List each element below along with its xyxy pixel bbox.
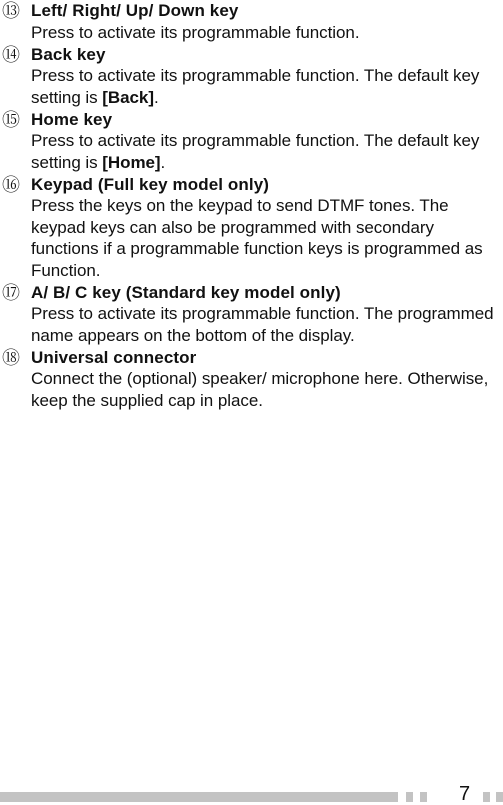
page-footer [0, 782, 503, 804]
item-title: A/ B/ C key (Standard key model only) [31, 282, 341, 302]
item-title: Universal connector [31, 347, 197, 367]
entry-directional-key [0, 0, 503, 43]
item-description-text: Press the keys on the keypad to send DTMF tones. The keypad keys can also be programmed with secondary functions if a programmable function keys is programmed as Function. [31, 196, 483, 280]
entry-keypad [0, 174, 503, 282]
entry-abc-key [0, 282, 503, 347]
item-number: ⑯ [2, 174, 20, 195]
entry-home-key [0, 109, 503, 174]
item-description-text: Press to activate its programmable function. [31, 22, 360, 42]
item-number: ⑰ [2, 282, 20, 303]
item-title: Keypad (Full key model only) [31, 174, 270, 194]
item-title: Left/ Right/ Up/ Down key [31, 1, 239, 20]
item-description-end: . [160, 152, 166, 172]
footer-square [406, 792, 413, 802]
footer-bar [0, 792, 398, 802]
item-default-setting: [Home] [102, 152, 161, 172]
item-description [31, 65, 503, 108]
item-title: Home key [31, 109, 113, 129]
item-number: ⑬ [2, 1, 20, 21]
item-description [31, 130, 503, 173]
footer-square [496, 792, 503, 802]
footer-square [420, 792, 427, 802]
item-description-text: Connect the (optional) speaker/ microphone here. Otherwise, keep the supplied cap in place. [31, 369, 489, 410]
item-default-setting: [Back] [102, 87, 154, 107]
item-description [31, 303, 503, 346]
item-description-text: Press to activate its programmable function. The programmed name appears on the bottom of the display. [31, 304, 494, 345]
item-title: Back key [31, 44, 106, 64]
item-description [31, 195, 503, 281]
page-number: 7 [459, 783, 471, 805]
item-number: ⑮ [2, 109, 20, 130]
item-description [31, 22, 503, 44]
entry-universal-connector [0, 347, 503, 412]
item-number: ⑭ [2, 44, 20, 65]
item-description-text: Press to activate its programmable function. The default key setting is [31, 66, 480, 107]
footer-square [483, 792, 490, 802]
item-description-text: Press to activate its programmable function. The default key setting is [31, 131, 480, 172]
entry-back-key [0, 44, 503, 109]
item-description-end: . [153, 87, 159, 107]
item-description [31, 368, 503, 411]
item-number: ⑱ [2, 347, 20, 368]
